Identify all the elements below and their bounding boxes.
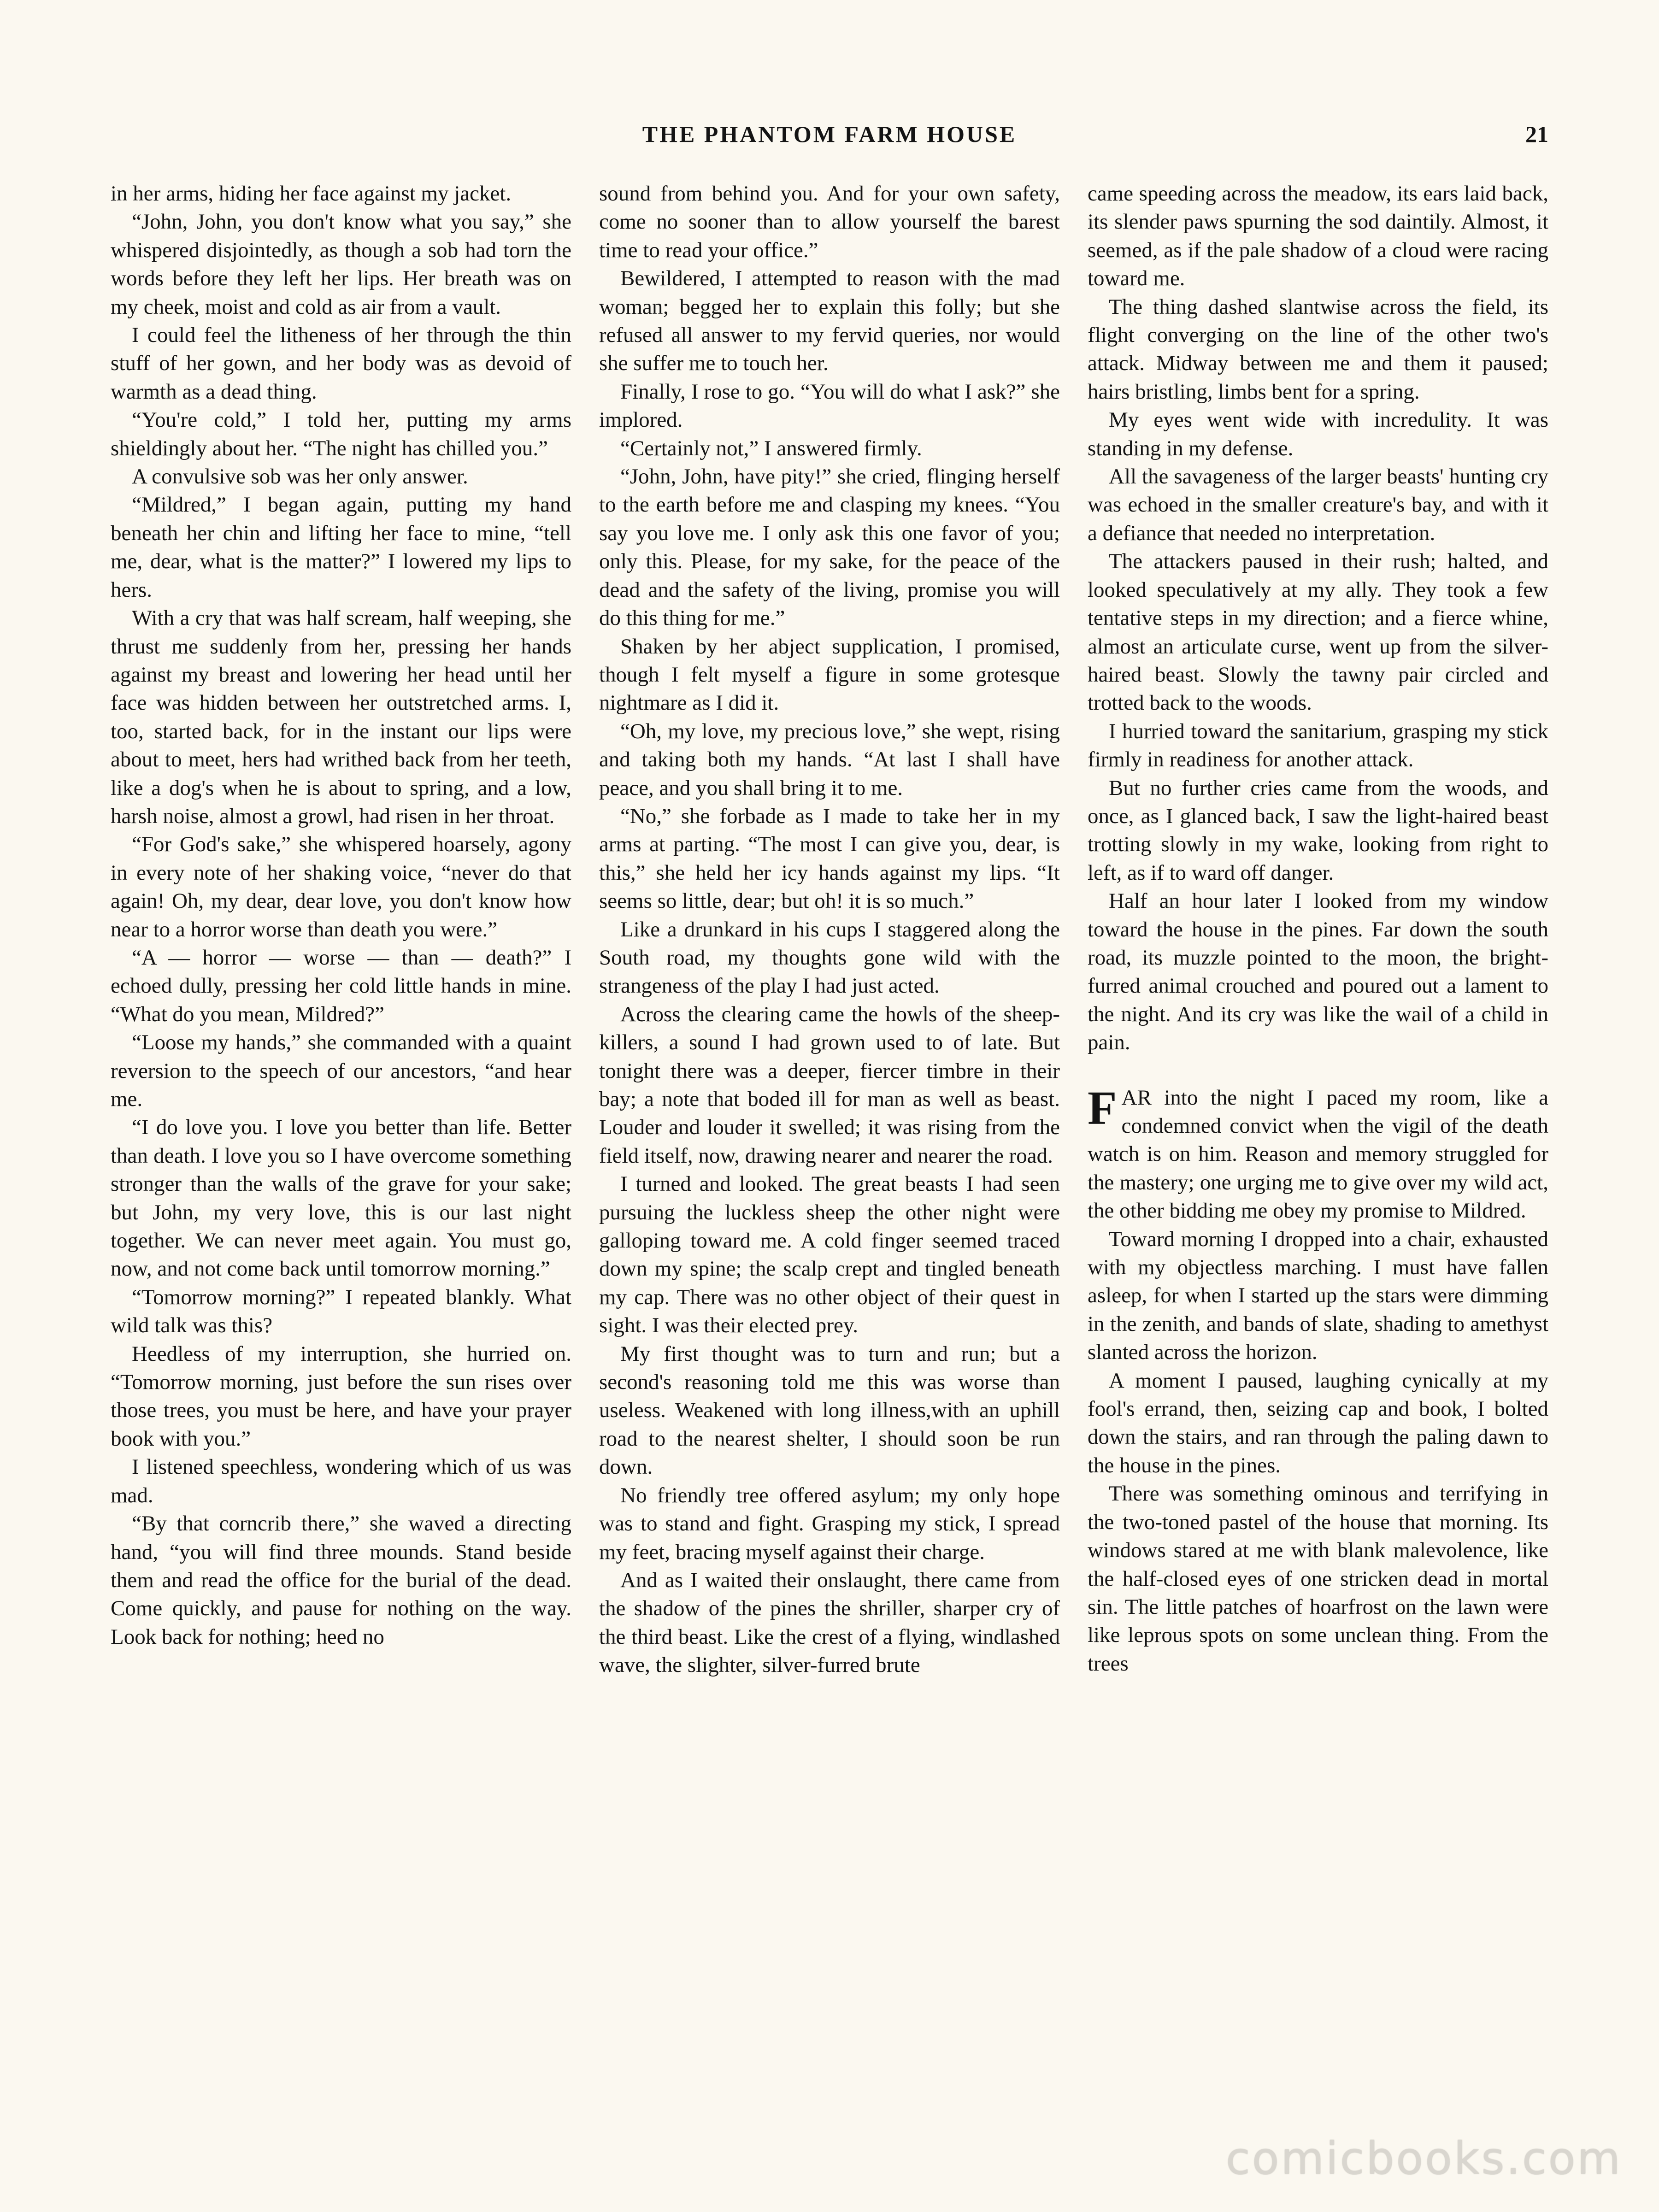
paragraph: “John, John, have pity!” she cried, flinging herself to the earth before me and clasping my knees. “You say you love me. I only ask this one favor of you; only this. Please, for my sake, for the peace of the dead and the safety of the living, promise you will do this thing for me.” — [599, 465, 1060, 630]
paragraph: The attackers paused in their rush; halted, and looked speculatively at my ally. They took a few tentative steps in my direction; and a fierce whine, almost an articulate curse, went up from the silver-haired beast. Slowly the tawny pair circled and trotted back to the woods. — [1088, 549, 1548, 715]
paragraph: Like a drunkard in his cups I staggered along the South road, my thoughts gone wild with the strangeness of the play I had just acted. — [599, 917, 1060, 998]
drop-cap: F — [1088, 1081, 1117, 1135]
paragraph: “Mildred,” I began again, putting my hand beneath her chin and lifting her face to mine, “tell me, dear, what is the matter?” I lowered my lips to hers. — [111, 493, 571, 602]
paragraph: The thing dashed slantwise across the field, its flight converging on the line of the other two's attack. Midway between me and them it paused; hairs bristling, limbs bent for a spring. — [1088, 294, 1548, 404]
paragraph: Shaken by her abject supplication, I promised, though I felt myself a figure in some grotesque nightmare as I did it. — [599, 634, 1060, 715]
site-watermark: comicbooks.com — [1225, 2133, 1622, 2184]
paragraph: “A — horror — worse — than — death?” I echoed dully, pressing her cold little hands in mine. “What do you mean, Mildred?” — [111, 945, 571, 1026]
paragraph: With a cry that was half scream, half weeping, she thrust me suddenly from her, pressing her hands against my breast and lowering her head until her face was hidden between her outstretched arms. I, too, started back, for in the instant our lips were about to meet, hers had writhed back from her teeth, like a dog's when he is about to spring, and a low, harsh noise, almost a growl, had risen in her throat. — [111, 606, 571, 828]
section-break — [1088, 1057, 1548, 1084]
paragraph: “For God's sake,” she whispered hoarsely, agony in every note of her shaking voice, “never do that again! Oh, my dear, dear love, you don't know how near to a horror worse than death you were.” — [111, 832, 571, 941]
running-title: THE PHANTOM FARM HOUSE — [642, 121, 1017, 147]
drop-cap-paragraph-text: AR into the night I paced my room, like a condemned convict when the vigil of the death watch is on him. Reason and memory struggled for the mastery; one urging me to give over my wild act, the other bidding me obey my promise to Mildred. — [1088, 1085, 1548, 1223]
paragraph: I listened speechless, wondering which of us was mad. — [111, 1455, 571, 1507]
paragraph: “I do love you. I love you better than life. Better than death. I love you so I have overcome something stronger than the walls of the grave for your sake; but John, my very love, this is our last night together. We can never meet again. You must go, now, and not come back until tomorrow morning.” — [111, 1115, 571, 1281]
paragraph: But no further cries came from the woods, and once, as I glanced back, I saw the light-haired beast trotting slowly in my wake, looking from right to left, as if to ward off danger. — [1088, 776, 1548, 885]
paragraph: came speeding across the meadow, its ears laid back, its slender paws spurning the sod daintily. Almost, it seemed, as if the pale shadow of a cloud were racing toward me. — [1088, 182, 1548, 291]
paragraph: Toward morning I dropped into a chair, exhausted with my objectless marching. I must have fallen asleep, for when I started up the stars were dimming in the zenith, and bands of slate, shading to amethyst slanted across the horizon. — [1088, 1227, 1548, 1365]
page-number: 21 — [1525, 121, 1548, 147]
paragraph: I turned and looked. The great beasts I had seen pursuing the luckless sheep the other night were galloping toward me. A cold finger seemed traced down my spine; the scalp crept and tingled beneath my cap. There was no other object of their quest in sight. I was their elected prey. — [599, 1172, 1060, 1338]
paragraph: Across the clearing came the howls of the sheep-killers, a sound I had grown used to of late. But tonight there was a deeper, fiercer timbre in their bay; a note that boded ill for man as well as beast. Louder and louder it swelled; it was rising from the field itself, now, drawing nearer and nearer the road. — [599, 1002, 1060, 1168]
paragraph: “By that corncrib there,” she waved a directing hand, “you will find three mounds. Stand beside them and read the office for the burial of the dead. Come quickly, and pause for nothing on the way. Look back for nothing; heed no — [111, 1512, 571, 1649]
column-3 — [1088, 180, 1548, 2124]
paragraph: I hurried toward the sanitarium, grasping my stick firmly in readiness for another attack. — [1088, 719, 1548, 772]
paragraph: “John, John, you don't know what you say,” she whispered disjointedly, as though a sob had torn the words before they left her lips. Her breath was on my cheek, moist and cold as air from a vault. — [111, 210, 571, 319]
paragraph: sound from behind you. And for your own safety, come no sooner than to allow yourself the barest time to read your office.” — [599, 182, 1060, 262]
paragraph: “Oh, my love, my precious love,” she wept, rising and taking both my hands. “At last I shall have peace, and you shall bring it to me. — [599, 719, 1060, 800]
paragraph: And as I waited their onslaught, there came from the shadow of the pines the shriller, sharper cry of the third beast. Like the crest of a flying, windlashed wave, the slighter, silver-furred brute — [599, 1568, 1060, 1677]
paragraph: There was something ominous and terrifying in the two-toned pastel of the house that morning. Its windows stared at me with blank malevolence, like the half-closed eyes of one stricken dead in mortal sin. The little patches of hoarfrost on the lawn were like leprous spots on some unclean thing. From the trees — [1088, 1482, 1548, 1676]
running-header — [111, 121, 1548, 153]
paragraph: All the savageness of the larger beasts' hunting cry was echoed in the smaller creature's bay, and with it a defiance that needed no interpretation. — [1088, 465, 1548, 545]
paragraph: My first thought was to turn and run; but a second's reasoning told me this was worse than useless. Weakened with long illness,with an uphill road to the nearest shelter, I should soon be run down. — [599, 1341, 1060, 1479]
paragraph: in her arms, hiding her face against my jacket. — [111, 182, 512, 206]
paragraph: Finally, I rose to go. “You will do what I ask?” she implored. — [599, 379, 1060, 432]
paragraph: “You're cold,” I told her, putting my arms shieldingly about her. “The night has chilled you.” — [111, 408, 571, 460]
paragraph: A convulsive sob was her only answer. — [132, 465, 468, 489]
paragraph: I could feel the litheness of her through the thin stuff of her gown, and her body was as devoid of warmth as a dead thing. — [111, 323, 571, 404]
text-columns — [111, 180, 1548, 2124]
paragraph: My eyes went wide with incredulity. It was standing in my defense. — [1088, 408, 1548, 460]
paragraph: A moment I paused, laughing cynically at my fool's errand, then, seizing cap and book, I bolted down the stairs, and ran through the paling dawn to the house in the pines. — [1088, 1368, 1548, 1477]
paragraph: Half an hour later I looked from my window toward the house in the pines. Far down the south road, its muzzle pointed to the moon, the bright-furred animal crouched and poured out a lament to the night. And its cry was like the wail of a child in pain. — [1088, 889, 1548, 1055]
paragraph: No friendly tree offered asylum; my only hope was to stand and fight. Grasping my stick, I spread my feet, bracing myself against their charge. — [599, 1483, 1060, 1564]
paragraph: “No,” she forbade as I made to take her in my arms at parting. “The most I can give you, dear, is this,” she held her icy hands against my lips. “It seems so little, dear; but oh! it is so much.” — [599, 804, 1060, 913]
paragraph: “Tomorrow morning?” I repeated blankly. What wild talk was this? — [111, 1285, 571, 1338]
column-1 — [111, 180, 571, 2124]
column-2 — [599, 180, 1060, 2124]
paragraph: Bewildered, I attempted to reason with the mad woman; begged her to explain this folly; but she refused all answer to my fervid queries, nor would she suffer me to touch her. — [599, 266, 1060, 376]
paragraph: Heedless of my interruption, she hurried on. “Tomorrow morning, just before the sun rises over those trees, you must be here, and have your prayer book with you.” — [111, 1341, 571, 1451]
section-opening-paragraph — [1088, 1081, 1548, 1225]
paragraph: “Loose my hands,” she commanded with a quaint reversion to the speech of our ancestors, “and hear me. — [111, 1030, 571, 1111]
paragraph: “Certainly not,” I answered firmly. — [620, 436, 922, 460]
